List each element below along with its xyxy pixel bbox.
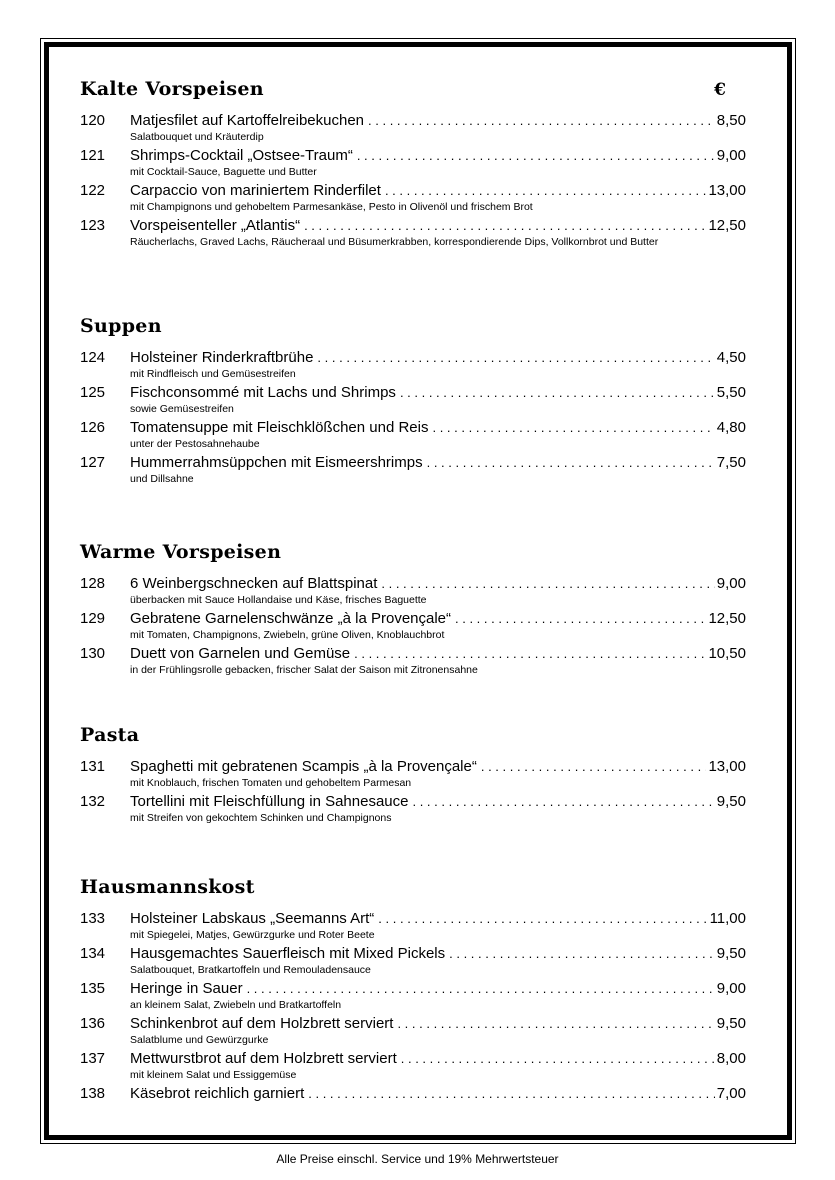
item-number: 132 [80, 793, 106, 810]
dot-leader [317, 349, 714, 367]
menu-item [80, 610, 746, 645]
menu-section [80, 716, 746, 828]
dot-leader [304, 217, 706, 235]
item-description: überbacken mit Sauce Hollandaise und Käse, frisches Baguette [130, 594, 427, 606]
dot-leader [354, 645, 706, 663]
item-name: Tortellini mit Fleischfüllung in Sahnesauce [130, 793, 409, 810]
item-name: Duett von Garnelen und Gemüse [130, 645, 351, 662]
dot-leader [247, 980, 715, 998]
item-number: 121 [80, 147, 106, 164]
item-number: 125 [80, 384, 106, 401]
item-name: Vorspeisenteller „Atlantis“ [130, 217, 301, 234]
menu-section [80, 868, 746, 1120]
menu-item [80, 1085, 746, 1120]
item-name: Matjesfilet auf Kartoffelreibekuchen [130, 112, 365, 129]
item-name: Schinkenbrot auf dem Holzbrett serviert [130, 1015, 394, 1032]
item-number: 137 [80, 1050, 106, 1067]
menu-item-row [80, 575, 746, 593]
item-name: Tomatensuppe mit Fleischklößchen und Reis [130, 419, 429, 436]
menu-section [80, 533, 746, 680]
item-description: Salatbouquet, Bratkartoffeln und Remouladensauce [130, 964, 371, 976]
item-name: Spaghetti mit gebratenen Scampis „à la Provençale“ [130, 758, 477, 775]
menu-item-row [80, 349, 746, 367]
item-price: 7,50 [716, 454, 746, 471]
item-price: 11,00 [709, 910, 746, 927]
dot-leader [455, 610, 706, 628]
item-price: 9,50 [716, 1015, 746, 1032]
item-name: Holsteiner Labskaus „Seemanns Art“ [130, 910, 375, 927]
menu-item-row [80, 793, 746, 811]
item-number: 136 [80, 1015, 106, 1032]
menu-item [80, 945, 746, 980]
dot-leader [381, 575, 714, 593]
menu-section [80, 70, 746, 267]
item-list [80, 575, 746, 680]
item-description: Räucherlachs, Graved Lachs, Räucheraal und Büsumerkrabben, korrespondierende Dips, Vollkornbrot und Butter [130, 236, 659, 248]
menu-item [80, 112, 746, 147]
item-number: 138 [80, 1085, 106, 1102]
item-description: mit Cocktail-Sauce, Baguette und Butter [130, 166, 317, 178]
item-list [80, 349, 746, 489]
section-title: Pasta [80, 724, 140, 746]
item-price: 9,00 [716, 147, 746, 164]
item-description: mit Knoblauch, frischen Tomaten und gehobeltem Parmesan [130, 777, 412, 789]
menu-item [80, 793, 746, 828]
menu-item [80, 1050, 746, 1085]
menu-item-row [80, 182, 746, 200]
item-description: sowie Gemüsestreifen [130, 403, 234, 415]
item-price: 12,50 [708, 610, 746, 627]
item-description: und Dillsahne [130, 473, 194, 485]
dot-leader [400, 384, 715, 402]
item-description: unter der Pestosahnehaube [130, 438, 260, 450]
item-price: 9,50 [716, 793, 746, 810]
menu-item-row [80, 419, 746, 437]
menu-item [80, 1015, 746, 1050]
section-title: Warme Vorspeisen [80, 541, 282, 563]
menu-item-row [80, 217, 746, 235]
currency-symbol: € [714, 80, 726, 100]
item-number: 126 [80, 419, 106, 436]
menu-content [80, 70, 746, 1120]
dot-leader [412, 793, 714, 811]
section-title: Hausmannskost [80, 876, 255, 898]
menu-item-row [80, 645, 746, 663]
menu-item [80, 182, 746, 217]
menu-item [80, 147, 746, 182]
dot-leader [432, 419, 714, 437]
menu-item-row [80, 454, 746, 472]
menu-item [80, 910, 746, 945]
menu-item-row [80, 945, 746, 963]
menu-item-row [80, 910, 746, 928]
item-number: 129 [80, 610, 106, 627]
item-name: Carpaccio von mariniertem Rinderfilet [130, 182, 381, 199]
item-number: 135 [80, 980, 106, 997]
item-name: Mettwurstbrot auf dem Holzbrett serviert [130, 1050, 397, 1067]
item-description: mit Champignons und gehobeltem Parmesankäse, Pesto in Olivenöl und frischem Brot [130, 201, 533, 213]
menu-item [80, 980, 746, 1015]
item-price: 9,00 [716, 980, 746, 997]
item-number: 122 [80, 182, 106, 199]
section-title: Kalte Vorspeisen [80, 78, 264, 100]
item-number: 124 [80, 349, 106, 366]
dot-leader [308, 1085, 715, 1103]
item-price: 10,50 [708, 645, 746, 662]
item-name: Heringe in Sauer [130, 980, 243, 997]
dot-leader [357, 147, 715, 165]
section-header [80, 307, 746, 337]
dot-leader [378, 910, 707, 928]
item-price: 8,50 [716, 112, 746, 129]
item-description: in der Frühlingsrolle gebacken, frischer Salat der Saison mit Zitronensahne [130, 664, 478, 676]
item-number: 123 [80, 217, 106, 234]
menu-item-row [80, 758, 746, 776]
menu-item [80, 217, 746, 267]
menu-section [80, 307, 746, 489]
menu-item-row [80, 147, 746, 165]
section-header [80, 533, 746, 563]
section-header [80, 716, 746, 746]
item-price: 13,00 [708, 758, 746, 775]
dot-leader [397, 1015, 714, 1033]
item-price: 12,50 [708, 217, 746, 234]
dot-leader [385, 182, 707, 200]
item-list [80, 112, 746, 267]
item-name: Shrimps-Cocktail „Ostsee-Traum“ [130, 147, 353, 164]
menu-item-row [80, 1015, 746, 1033]
section-title: Suppen [80, 315, 162, 337]
item-number: 127 [80, 454, 106, 471]
menu-item [80, 645, 746, 680]
dot-leader [427, 454, 715, 472]
menu-item [80, 758, 746, 793]
item-number: 131 [80, 758, 106, 775]
footer-note: Alle Preise einschl. Service und 19% Mehrwertsteuer [276, 1152, 559, 1166]
item-price: 4,50 [716, 349, 746, 366]
item-description: mit Streifen von gekochtem Schinken und Champignons [130, 812, 392, 824]
item-list [80, 910, 746, 1120]
item-name: Käsebrot reichlich garniert [130, 1085, 305, 1102]
section-header [80, 868, 746, 898]
item-name: 6 Weinbergschnecken auf Blattspinat [130, 575, 378, 592]
dot-leader [481, 758, 707, 776]
menu-item-row [80, 1085, 746, 1103]
menu-item [80, 384, 746, 419]
menu-item-row [80, 384, 746, 402]
item-list [80, 758, 746, 828]
item-number: 134 [80, 945, 106, 962]
item-price: 7,00 [716, 1085, 746, 1102]
item-name: Hummerrahmsüppchen mit Eismeershrimps [130, 454, 423, 471]
menu-item [80, 419, 746, 454]
item-description: Salatbouquet und Kräuterdip [130, 131, 264, 143]
menu-item [80, 454, 746, 489]
item-description: mit Tomaten, Champignons, Zwiebeln, grüne Oliven, Knoblauchbrot [130, 629, 445, 641]
item-price: 5,50 [716, 384, 746, 401]
item-price: 13,00 [708, 182, 746, 199]
item-price: 4,80 [716, 419, 746, 436]
menu-item-row [80, 610, 746, 628]
item-number: 128 [80, 575, 106, 592]
item-price: 9,50 [716, 945, 746, 962]
item-name: Hausgemachtes Sauerfleisch mit Mixed Pickels [130, 945, 446, 962]
item-description: mit Spiegelei, Matjes, Gewürzgurke und Roter Beete [130, 929, 375, 941]
item-price: 8,00 [716, 1050, 746, 1067]
dot-leader [368, 112, 715, 130]
item-name: Gebratene Garnelenschwänze „à la Provençale“ [130, 610, 452, 627]
menu-item-row [80, 112, 746, 130]
item-number: 130 [80, 645, 106, 662]
item-price: 9,00 [716, 575, 746, 592]
item-name: Fischconsommé mit Lachs und Shrimps [130, 384, 396, 401]
menu-item [80, 349, 746, 384]
item-name: Holsteiner Rinderkraftbrühe [130, 349, 314, 366]
dot-leader [449, 945, 715, 963]
item-number: 120 [80, 112, 106, 129]
item-description: Salatblume und Gewürzgurke [130, 1034, 269, 1046]
item-description: mit kleinem Salat und Essiggemüse [130, 1069, 297, 1081]
menu-item [80, 575, 746, 610]
dot-leader [401, 1050, 715, 1068]
section-header [80, 70, 746, 100]
menu-item-row [80, 1050, 746, 1068]
item-description: mit Rindfleisch und Gemüsestreifen [130, 368, 296, 380]
item-number: 133 [80, 910, 106, 927]
item-description: an kleinem Salat, Zwiebeln und Bratkartoffeln [130, 999, 342, 1011]
menu-item-row [80, 980, 746, 998]
